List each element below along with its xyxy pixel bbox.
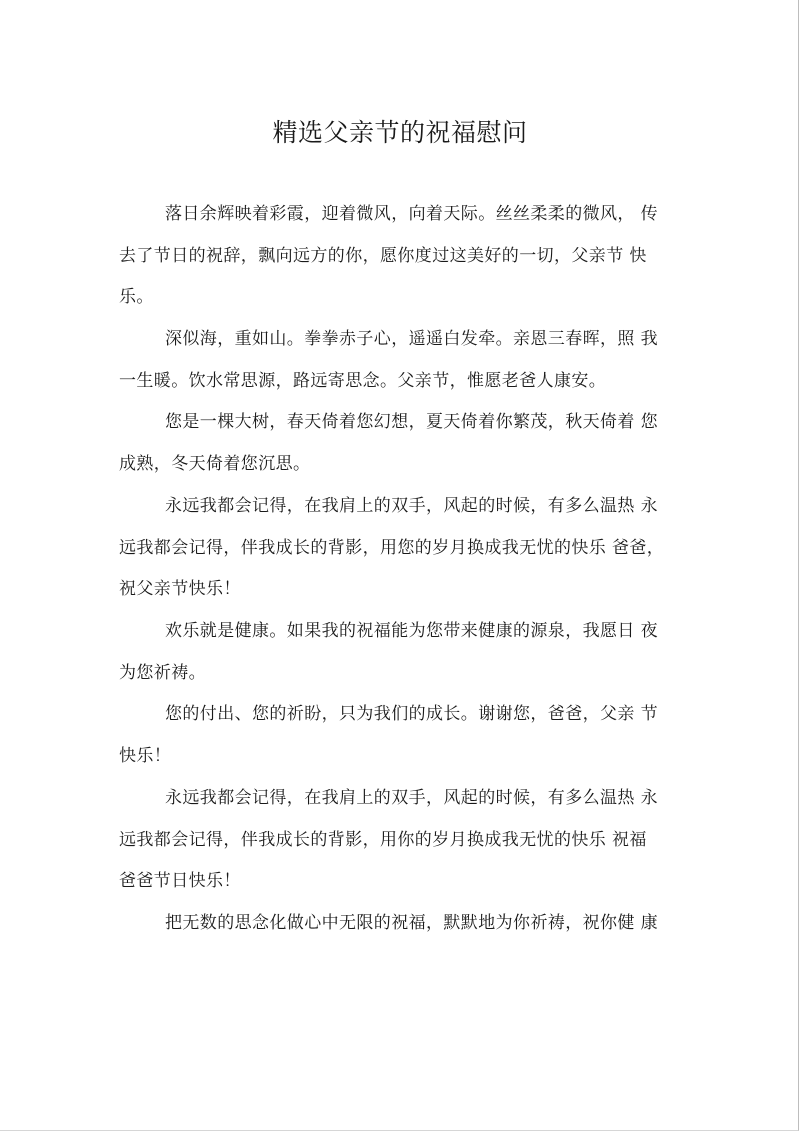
text-line: 快乐！ xyxy=(119,746,172,766)
text-line: 把无数的思念化做心中无限的祝福，默默地为你祈祷，祝你健 康 xyxy=(165,913,659,933)
document-title: 精选父亲节的祝福慰问 xyxy=(272,118,528,147)
text-line: 爸爸节日快乐！ xyxy=(119,871,241,891)
text-line: 远我都会记得，伴我成长的背影，用您的岁月换成我无忧的快乐 爸爸， xyxy=(119,538,665,558)
text-line: 您的付出、您的祈盼，只为我们的成长。谢谢您，爸爸，父亲 节 xyxy=(165,704,659,724)
text-line: 成熟，冬天倚着您沉思。 xyxy=(119,454,311,474)
text-line: 远我都会记得，伴我成长的背影，用你的岁月换成我无忧的快乐 祝福 xyxy=(119,830,647,850)
text-line: 落日余辉映着彩霞，迎着微风，向着天际。丝丝柔柔的微风， 传 xyxy=(165,204,659,224)
text-line: 您是一棵大树，春天倚着您幻想，夏天倚着你繁茂，秋天倚着 您 xyxy=(165,412,659,432)
text-line: 深似海，重如山。拳拳赤子心，遥遥白发牵。亲恩三春晖，照 我 xyxy=(165,329,659,349)
text-line: 为您祈祷。 xyxy=(119,663,206,683)
text-line: 永远我都会记得，在我肩上的双手，风起的时候，有多么温热 永 xyxy=(165,496,659,516)
text-line: 乐。 xyxy=(119,287,154,307)
text-line: 欢乐就是健康。如果我的祝福能为您带来健康的源泉，我愿日 夜 xyxy=(165,621,659,641)
text-line: 一生暖。饮水常思源，路远寄思念。父亲节，惟愿老爸人康安。 xyxy=(119,371,607,391)
text-line: 祝父亲节快乐！ xyxy=(119,579,241,599)
text-line: 永远我都会记得，在我肩上的双手，风起的时候，有多么温热 永 xyxy=(165,788,659,808)
text-line: 去了节日的祝辞，飘向远方的你，愿你度过这美好的一切，父亲节 快 xyxy=(119,246,647,266)
